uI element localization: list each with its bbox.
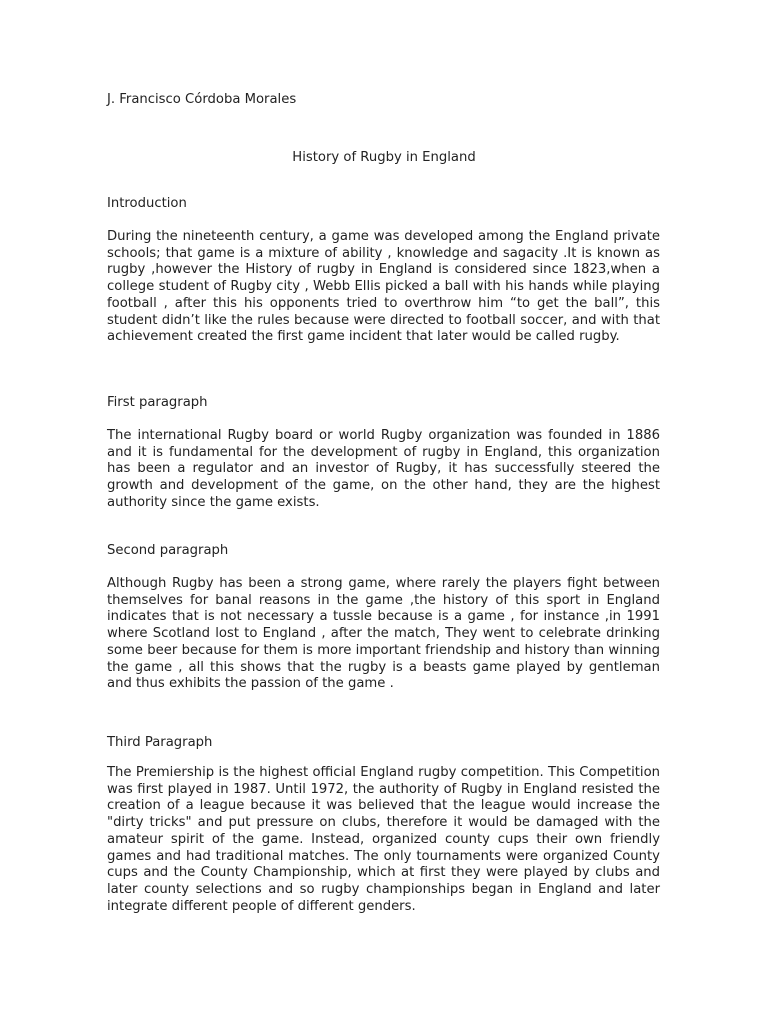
section-text-second-paragraph: Although Rugby has been a strong game, where rarely the players fight between themselves for banal reasons in the game ,the history of this sport in England indicates that is not necessary a tussle because is a game , for instance ,in 1991 where Scotland lost to England , after the match, They went to celebrate drinking some beer because for them is more important friendship and history than winning the game , all this shows that the rugby is a beasts game played by gentleman and thus exhibits the passion of the game .: [107, 576, 660, 692]
section-heading-first-paragraph: First paragraph: [107, 395, 208, 410]
document-title: History of Rugby in England: [292, 150, 476, 165]
section-text-first-paragraph: The international Rugby board or world Rugby organization was founded in 1886 and it is fundamental for the development of rugby in England, this organization has been a regulator and an investor of Rugby, it has successfully steered the growth and development of the game, on the other hand, they are the highest authority since the game exists.: [107, 428, 660, 510]
section-heading-second-paragraph: Second paragraph: [107, 543, 229, 558]
author-name: J. Francisco Córdoba Morales: [107, 92, 297, 107]
section-heading-third-paragraph: Third Paragraph: [107, 735, 213, 750]
section-text-third-paragraph: The Premiership is the highest official England rugby competition. This Competition was first played in 1987. Until 1972, the authority of Rugby in England resisted the creation of a league because it was believed that the league would increase the "dirty tricks" and put pressure on clubs, therefore it would be damaged with the amateur spirit of the game. Instead, organized county cups their own friendly games and had traditional matches. The only tournaments were organized County cups and the County Championship, which at first they were played by clubs and later county selections and so rugby championships began in England and later integrate different people of different genders.: [107, 765, 660, 914]
section-heading-introduction: Introduction: [107, 196, 187, 211]
section-text-introduction: During the nineteenth century, a game was developed among the England private schools; that game is a mixture of ability , knowledge and sagacity .It is known as rugby ,however the History of rugby in England is considered since 1823,when a college student of Rugby city , Webb Ellis picked a ball with his hands while playing football , after this his opponents tried to overthrow him “to get the ball”, this student didn’t like the rules because were directed to football soccer, and with that achievement created the first game incident that later would be called rugby.: [107, 229, 660, 345]
